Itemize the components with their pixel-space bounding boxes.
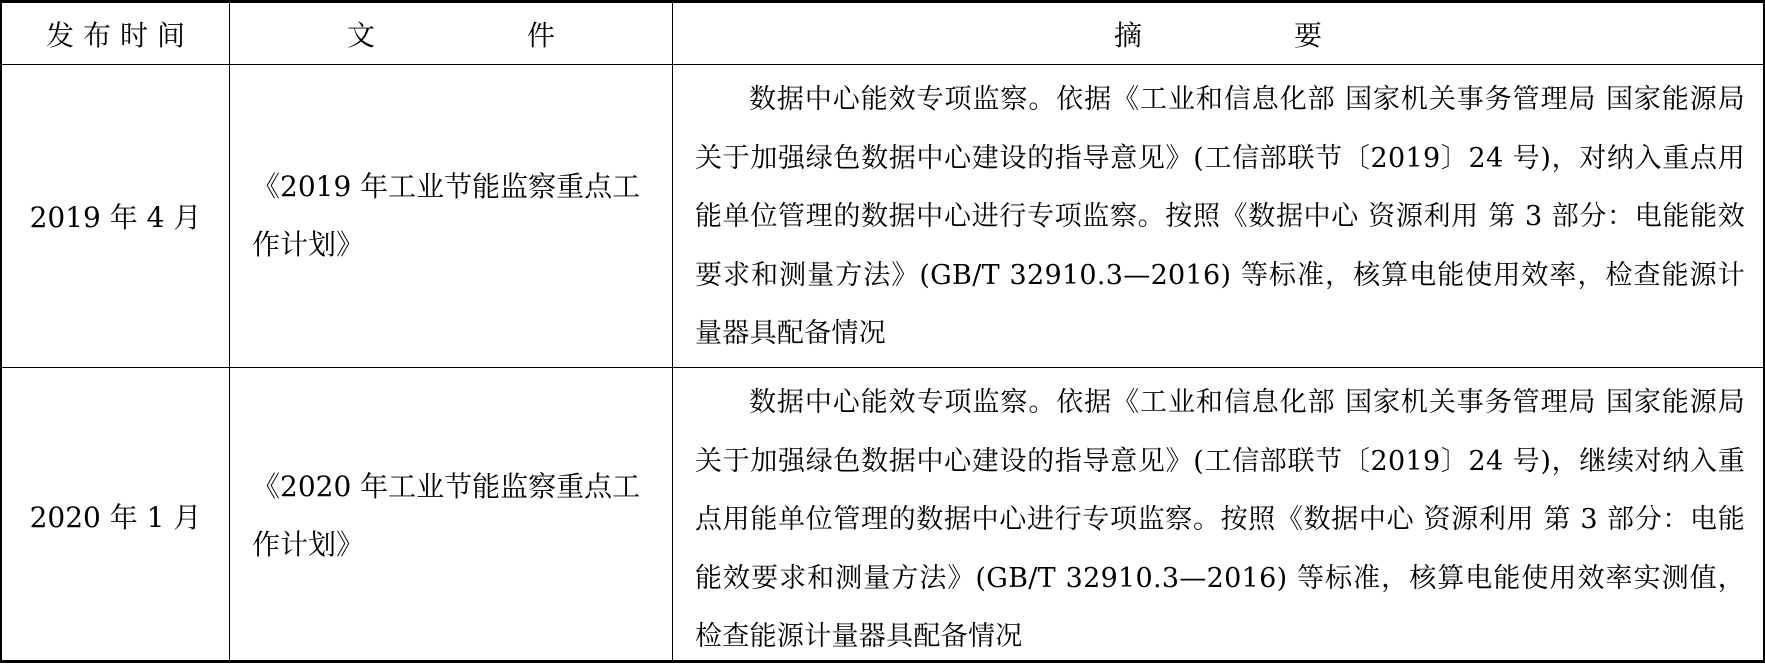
table-row <box>2 368 1763 663</box>
date-cell <box>2 65 230 367</box>
file-text: 《2019 年工业节能监察重点工作计划》 <box>252 170 641 261</box>
table-header-row <box>2 3 1763 65</box>
header-cell-date <box>2 3 230 64</box>
header-summary-label: 摘 要 <box>1113 18 1384 52</box>
file-cell <box>230 368 673 663</box>
header-cell-file <box>230 3 673 64</box>
file-text: 《2020 年工业节能监察重点工作计划》 <box>252 469 641 561</box>
file-cell <box>230 65 673 367</box>
header-cell-summary <box>673 3 1763 64</box>
header-file-label: 文 件 <box>346 18 617 52</box>
header-date-label: 发布时间 <box>45 18 194 52</box>
table-row <box>2 65 1763 368</box>
summary-cell <box>673 368 1763 663</box>
date-cell <box>2 368 230 663</box>
date-text: 2020 年 1 月 <box>29 500 202 534</box>
summary-text: 数据中心能效专项监察。依据《工业和信息化部 国家机关事务管理局 国家能源局关于加强绿色数据中心建设的指导意见》(工信部联节〔2019〕24 号)，继续对纳入重点用能单位管理的数据中心进行专项监察。按照《数据中心 资源利用 第 3 部分：电能能效要求和测量方法》(GB/T 32910.3—2016) 等标准，核算电能使用效率实测值，检查能源计量器具配备情况 <box>695 387 1745 652</box>
date-text: 2019 年 4 月 <box>29 201 202 234</box>
summary-cell <box>673 65 1763 367</box>
summary-text: 数据中心能效专项监察。依据《工业和信息化部 国家机关事务管理局 国家能源局关于加强绿色数据中心建设的指导意见》(工信部联节〔2019〕24 号)，对纳入重点用能单位管理的数据中心进行专项监察。按照《数据中心 资源利用 第 3 部分：电能能效要求和测量方法》(GB/T 32910.3—2016) 等标准，核算电能使用效率，检查能源计量器具配备情况 <box>695 84 1745 349</box>
